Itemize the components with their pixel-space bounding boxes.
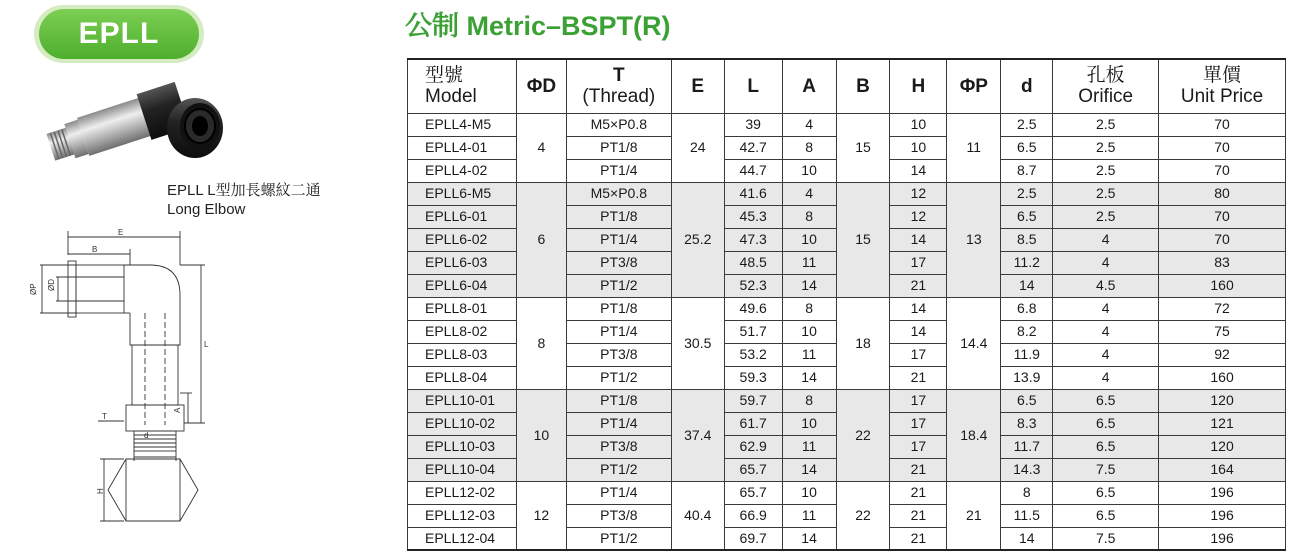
cell-d: 13.9	[1001, 366, 1053, 389]
table-row	[408, 481, 1286, 504]
cell-l: 62.9	[724, 435, 782, 458]
cell-price: 160	[1159, 366, 1286, 389]
cell-model: EPLL6-02	[408, 228, 517, 251]
header-h: H	[890, 59, 947, 113]
cell-orifice: 4	[1053, 297, 1159, 320]
cell-thread: PT1/4	[566, 481, 671, 504]
cell-h: 14	[890, 159, 947, 182]
header-d: d	[1001, 59, 1053, 113]
dim-label-d: d	[144, 431, 149, 440]
cell-d: 11.5	[1001, 504, 1053, 527]
cell-a: 10	[782, 412, 836, 435]
cell-od: 8	[516, 297, 566, 389]
cell-d: 6.8	[1001, 297, 1053, 320]
cell-orifice: 6.5	[1053, 412, 1159, 435]
cell-od: 12	[516, 481, 566, 550]
cell-l: 42.7	[724, 136, 782, 159]
dim-label-od: ØD	[47, 279, 56, 291]
cell-model: EPLL6-04	[408, 274, 517, 297]
cell-price: 83	[1159, 251, 1286, 274]
cell-l: 59.3	[724, 366, 782, 389]
cell-model: EPLL8-02	[408, 320, 517, 343]
cell-b: 15	[836, 113, 890, 182]
cell-price: 72	[1159, 297, 1286, 320]
cell-thread: PT1/4	[566, 159, 671, 182]
cell-price: 120	[1159, 389, 1286, 412]
cell-l: 44.7	[724, 159, 782, 182]
cell-orifice: 4	[1053, 366, 1159, 389]
cell-b: 18	[836, 297, 890, 389]
cell-thread: PT3/8	[566, 251, 671, 274]
cell-a: 8	[782, 297, 836, 320]
cell-h: 14	[890, 297, 947, 320]
cell-model: EPLL12-02	[408, 481, 517, 504]
cell-d: 8.2	[1001, 320, 1053, 343]
cell-model: EPLL10-04	[408, 458, 517, 481]
header-thread: T (Thread)	[566, 59, 671, 113]
cell-a: 11	[782, 251, 836, 274]
cell-l: 39	[724, 113, 782, 136]
cell-thread: PT1/4	[566, 412, 671, 435]
cell-l: 53.2	[724, 343, 782, 366]
cell-a: 8	[782, 205, 836, 228]
cell-l: 59.7	[724, 389, 782, 412]
table-row	[408, 297, 1286, 320]
cell-a: 14	[782, 274, 836, 297]
header-op: ΦP	[947, 59, 1001, 113]
cell-l: 45.3	[724, 205, 782, 228]
cell-model: EPLL6-01	[408, 205, 517, 228]
dim-label-op: ØP	[29, 283, 38, 295]
cell-h: 12	[890, 205, 947, 228]
spec-table	[407, 58, 1286, 551]
cell-model: EPLL10-03	[408, 435, 517, 458]
cell-a: 11	[782, 504, 836, 527]
cell-h: 17	[890, 435, 947, 458]
cell-model: EPLL4-02	[408, 159, 517, 182]
cell-d: 8.3	[1001, 412, 1053, 435]
cell-op: 21	[947, 481, 1001, 550]
cell-price: 196	[1159, 504, 1286, 527]
table-body	[408, 113, 1286, 550]
header-orifice: 孔板 Orifice	[1053, 59, 1159, 113]
cell-model: EPLL12-03	[408, 504, 517, 527]
cell-orifice: 6.5	[1053, 504, 1159, 527]
cell-e: 24	[671, 113, 724, 182]
cell-op: 18.4	[947, 389, 1001, 481]
cell-b: 15	[836, 182, 890, 297]
cell-orifice: 2.5	[1053, 136, 1159, 159]
cell-h: 21	[890, 481, 947, 504]
cell-a: 10	[782, 320, 836, 343]
cell-e: 37.4	[671, 389, 724, 481]
cell-orifice: 4.5	[1053, 274, 1159, 297]
cell-d: 14	[1001, 527, 1053, 550]
cell-d: 11.2	[1001, 251, 1053, 274]
cell-model: EPLL6-M5	[408, 182, 517, 205]
cell-orifice: 4	[1053, 251, 1159, 274]
technical-drawing	[20, 225, 220, 555]
header-e: E	[671, 59, 724, 113]
cell-a: 10	[782, 481, 836, 504]
cell-thread: PT1/2	[566, 458, 671, 481]
cell-d: 14	[1001, 274, 1053, 297]
cell-price: 92	[1159, 343, 1286, 366]
cell-h: 21	[890, 504, 947, 527]
cell-model: EPLL12-04	[408, 527, 517, 550]
cell-l: 49.6	[724, 297, 782, 320]
cell-b: 22	[836, 481, 890, 550]
header-model: 型號 Model	[408, 59, 517, 113]
cell-d: 6.5	[1001, 389, 1053, 412]
cell-h: 12	[890, 182, 947, 205]
cell-h: 21	[890, 274, 947, 297]
cell-a: 8	[782, 389, 836, 412]
cell-a: 14	[782, 527, 836, 550]
table-row	[408, 113, 1286, 136]
cell-orifice: 2.5	[1053, 113, 1159, 136]
cell-a: 10	[782, 159, 836, 182]
cell-price: 80	[1159, 182, 1286, 205]
cell-d: 6.5	[1001, 136, 1053, 159]
cell-orifice: 7.5	[1053, 458, 1159, 481]
cell-orifice: 2.5	[1053, 205, 1159, 228]
header-a: A	[782, 59, 836, 113]
cell-thread: PT1/2	[566, 274, 671, 297]
header-l: L	[724, 59, 782, 113]
cell-thread: PT1/8	[566, 297, 671, 320]
table-row	[408, 389, 1286, 412]
cell-orifice: 2.5	[1053, 159, 1159, 182]
cell-thread: PT1/4	[566, 228, 671, 251]
cell-model: EPLL8-01	[408, 297, 517, 320]
cell-orifice: 4	[1053, 228, 1159, 251]
table-row	[408, 182, 1286, 205]
cell-model: EPLL8-04	[408, 366, 517, 389]
dim-label-b: B	[92, 245, 98, 254]
cell-a: 4	[782, 113, 836, 136]
cell-h: 17	[890, 412, 947, 435]
cell-d: 8.7	[1001, 159, 1053, 182]
dim-label-t: T	[102, 412, 107, 421]
product-badge: EPLL	[39, 9, 199, 59]
cell-orifice: 7.5	[1053, 527, 1159, 550]
cell-a: 11	[782, 435, 836, 458]
cell-orifice: 4	[1053, 343, 1159, 366]
cell-l: 65.7	[724, 481, 782, 504]
cell-a: 8	[782, 136, 836, 159]
product-title	[167, 181, 321, 219]
cell-od: 10	[516, 389, 566, 481]
cell-a: 4	[782, 182, 836, 205]
cell-d: 8	[1001, 481, 1053, 504]
cell-model: EPLL8-03	[408, 343, 517, 366]
cell-a: 11	[782, 343, 836, 366]
cell-a: 14	[782, 366, 836, 389]
cell-od: 6	[516, 182, 566, 297]
cell-thread: PT1/2	[566, 527, 671, 550]
cell-model: EPLL4-M5	[408, 113, 517, 136]
header-b: B	[836, 59, 890, 113]
cell-price: 75	[1159, 320, 1286, 343]
cell-price: 70	[1159, 136, 1286, 159]
header-od: ΦD	[516, 59, 566, 113]
product-title-zh: EPLL L型加長螺紋二通	[167, 182, 321, 199]
cell-price: 70	[1159, 228, 1286, 251]
cell-model: EPLL10-01	[408, 389, 517, 412]
cell-d: 11.7	[1001, 435, 1053, 458]
dim-label-a: A	[173, 407, 182, 413]
cell-d: 8.5	[1001, 228, 1053, 251]
cell-a: 10	[782, 228, 836, 251]
cell-h: 14	[890, 320, 947, 343]
cell-d: 6.5	[1001, 205, 1053, 228]
cell-price: 196	[1159, 481, 1286, 504]
dim-label-h: H	[96, 488, 105, 494]
cell-h: 21	[890, 458, 947, 481]
cell-thread: PT3/8	[566, 435, 671, 458]
cell-l: 41.6	[724, 182, 782, 205]
cell-l: 48.5	[724, 251, 782, 274]
cell-d: 14.3	[1001, 458, 1053, 481]
cell-h: 17	[890, 389, 947, 412]
cell-op: 13	[947, 182, 1001, 297]
cell-price: 70	[1159, 113, 1286, 136]
table-header-row	[408, 59, 1286, 113]
cell-model: EPLL6-03	[408, 251, 517, 274]
cell-model: EPLL4-01	[408, 136, 517, 159]
cell-model: EPLL10-02	[408, 412, 517, 435]
cell-l: 51.7	[724, 320, 782, 343]
cell-price: 164	[1159, 458, 1286, 481]
cell-orifice: 4	[1053, 320, 1159, 343]
cell-price: 160	[1159, 274, 1286, 297]
header-price: 單價 Unit Price	[1159, 59, 1286, 113]
dim-label-l: L	[204, 340, 209, 349]
cell-thread: PT1/8	[566, 205, 671, 228]
cell-price: 70	[1159, 159, 1286, 182]
cell-l: 66.9	[724, 504, 782, 527]
cell-l: 65.7	[724, 458, 782, 481]
section-heading: 公制 Metric–BSPT(R)	[405, 11, 671, 41]
cell-orifice: 6.5	[1053, 481, 1159, 504]
cell-h: 17	[890, 251, 947, 274]
cell-thread: PT3/8	[566, 343, 671, 366]
cell-op: 11	[947, 113, 1001, 182]
cell-d: 2.5	[1001, 113, 1053, 136]
cell-h: 10	[890, 113, 947, 136]
cell-orifice: 2.5	[1053, 182, 1159, 205]
cell-orifice: 6.5	[1053, 389, 1159, 412]
cell-orifice: 6.5	[1053, 435, 1159, 458]
product-photo	[40, 80, 230, 180]
cell-thread: PT1/8	[566, 389, 671, 412]
cell-price: 70	[1159, 205, 1286, 228]
cell-l: 52.3	[724, 274, 782, 297]
cell-b: 22	[836, 389, 890, 481]
cell-a: 14	[782, 458, 836, 481]
cell-thread: PT3/8	[566, 504, 671, 527]
cell-price: 196	[1159, 527, 1286, 550]
cell-thread: M5×P0.8	[566, 113, 671, 136]
cell-d: 2.5	[1001, 182, 1053, 205]
cell-op: 14.4	[947, 297, 1001, 389]
cell-l: 69.7	[724, 527, 782, 550]
cell-thread: PT1/2	[566, 366, 671, 389]
cell-thread: M5×P0.8	[566, 182, 671, 205]
cell-h: 21	[890, 366, 947, 389]
cell-l: 47.3	[724, 228, 782, 251]
cell-h: 10	[890, 136, 947, 159]
cell-price: 121	[1159, 412, 1286, 435]
cell-od: 4	[516, 113, 566, 182]
cell-h: 14	[890, 228, 947, 251]
cell-d: 11.9	[1001, 343, 1053, 366]
cell-price: 120	[1159, 435, 1286, 458]
cell-thread: PT1/8	[566, 136, 671, 159]
dim-label-e: E	[118, 228, 124, 237]
cell-e: 30.5	[671, 297, 724, 389]
product-title-en: Long Elbow	[167, 201, 246, 218]
cell-thread: PT1/4	[566, 320, 671, 343]
cell-e: 25.2	[671, 182, 724, 297]
cell-e: 40.4	[671, 481, 724, 550]
cell-h: 17	[890, 343, 947, 366]
cell-h: 21	[890, 527, 947, 550]
cell-l: 61.7	[724, 412, 782, 435]
